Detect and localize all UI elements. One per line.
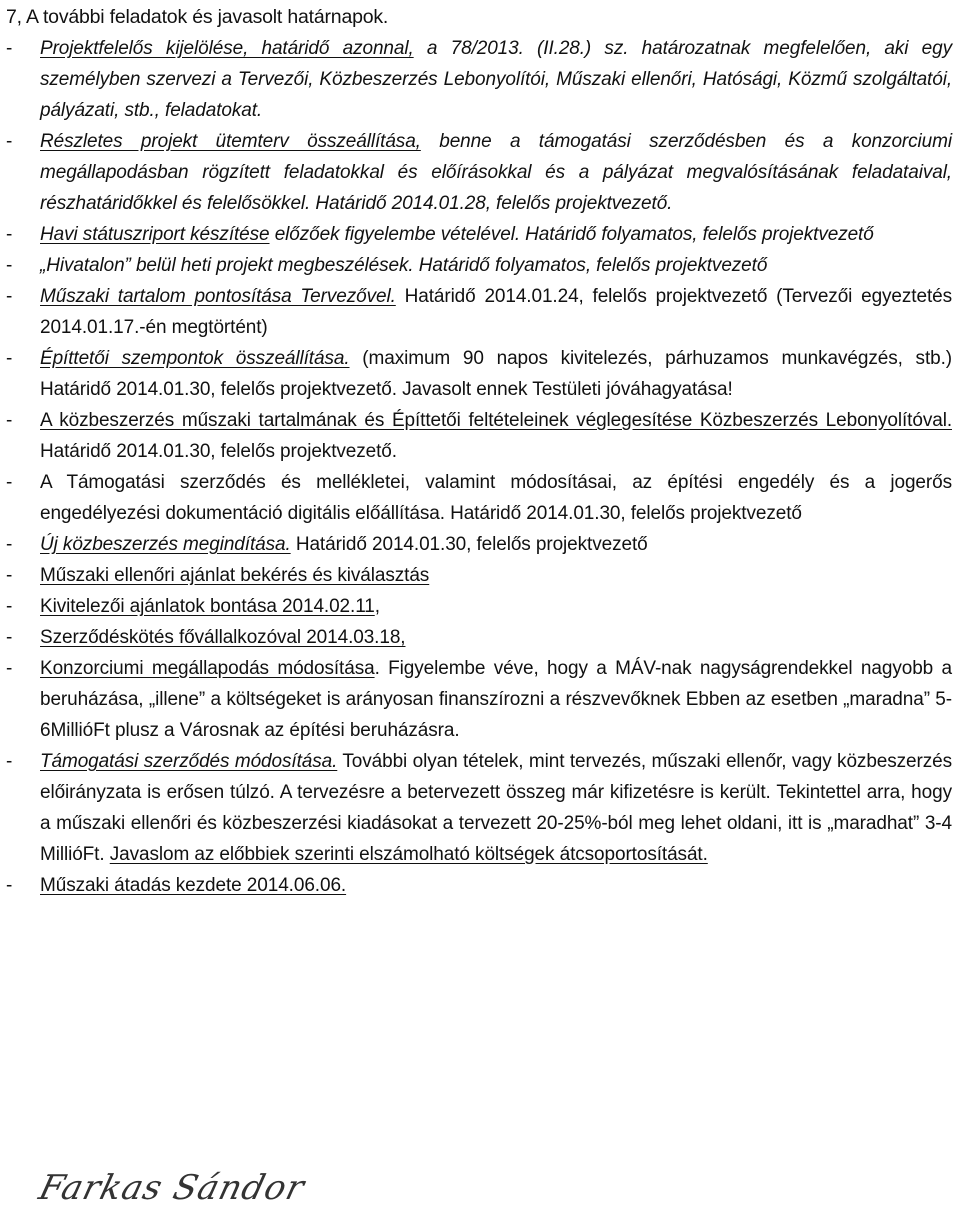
- list-dash: -: [6, 348, 13, 369]
- list-dash: -: [6, 255, 13, 276]
- list-dash: -: [6, 627, 13, 648]
- underlined-text: Támogatási szerződés módosítása.: [40, 751, 338, 772]
- list-dash: -: [6, 751, 13, 772]
- list-item: [6, 126, 952, 219]
- list-item: [6, 591, 952, 622]
- list-item: [6, 622, 952, 653]
- list-item: [6, 33, 952, 126]
- underlined-text: Részletes projekt ütemterv összeállítása,: [40, 131, 421, 152]
- item-text: További olyan tételek, mint tervezés, műszaki ellenőr, vagy közbeszerzés előirányzata is erősen túlzó. A tervezésre a betervezett összeg már kifizetésre is került. Tekintettel arra, hogy a műszaki ellenőri és közbeszerzési kiadásokat a tervezett 20-25%-ból meg lehet oldani, itt is „maradhat” 3-4 MillióFt.: [40, 751, 953, 865]
- item-text: A Támogatási szerződés és mellékletei, valamint módosításai, az építési engedély és a jogerős engedélyezési dokumentáció digitális előállítása. Határidő 2014.01.30, felelős projektvezető: [40, 472, 952, 524]
- list-item: [6, 560, 952, 591]
- item-text: Határidő 2014.01.30, felelős projektvezető: [290, 534, 648, 555]
- underlined-text: Konzorciumi megállapodás módosítása: [40, 658, 375, 679]
- underlined-text: Műszaki ellenőri ajánlat bekérés és kiválasztás: [40, 565, 430, 586]
- underlined-text: Projektfelelős kijelölése, határidő azonnal,: [40, 38, 414, 59]
- list-dash: -: [6, 286, 13, 307]
- list-item: [6, 529, 952, 560]
- underlined-text: Kivitelezői ajánlatok bontása 2014.02.11: [40, 596, 375, 617]
- item-text: előzőek figyelembe vételével. Határidő folyamatos, felelős projektvezető: [269, 224, 874, 245]
- list-item: [6, 343, 952, 405]
- underlined-text: Havi státuszriport készítése: [40, 224, 270, 245]
- list-item: [6, 870, 952, 901]
- underlined-text: Szerződéskötés fővállalkozóval 2014.03.18,: [40, 627, 406, 648]
- list-dash: -: [6, 38, 13, 59]
- list-item: [6, 250, 952, 281]
- underlined-text: Műszaki tartalom pontosítása Tervezővel.: [40, 286, 396, 307]
- item-text: (maximum 90 napos kivitelezés, párhuzamos munkavégzés, stb.) Határidő 2014.01.30, felelős projektvezető. Javasolt ennek Testületi jóváhagyatása!: [40, 348, 953, 400]
- item-text: benne a támogatási szerződésben és a konzorciumi megállapodásban rögzített feladatokkal és előírásokkal és a pályázat megvalósításának feladataival, részhatáridőkkel és felelősökkel. Határidő 2014.01.28, felelős projektvezető.: [40, 131, 952, 214]
- item-text: . Figyelembe véve, hogy a MÁV-nak nagyságrendekkel nagyobb a beruházása, „illene” a költségeket is arányosan finanszírozni a részvevőknek Ebben az esetben „maradna” 5-6MillióFt plusz a Városnak az építési beruházásra.: [40, 658, 952, 741]
- list-dash: -: [6, 410, 13, 431]
- list-item: [6, 653, 952, 746]
- item-text: Határidő 2014.01.24, felelős projektvezető (Tervezői egyeztetés 2014.01.17.-én megtörtént): [40, 286, 952, 338]
- list-dash: -: [6, 875, 13, 896]
- list-dash: -: [6, 224, 13, 245]
- list-dash: -: [6, 534, 13, 555]
- item-text: a 78/2013. (II.28.) sz. határozatnak megfelelően, aki egy személyben szervezi a Tervezői, Közbeszerzés Lebonyolítói, Műszaki ellenőri, Hatósági, Közmű szolgáltatói, pályázati, stb., feladatokat.: [40, 38, 952, 121]
- list-dash: -: [6, 565, 13, 586]
- list-dash: -: [6, 658, 13, 679]
- underlined-text: A közbeszerzés műszaki tartalmának és Építtetői feltételeinek véglegesítése Közbeszerzés Lebonyolítóval.: [40, 410, 952, 431]
- list-item: [6, 467, 952, 529]
- list-dash: -: [6, 596, 13, 617]
- item-text: „Hivatalon” belül heti projekt megbeszélések. Határidő folyamatos, felelős projektvezető: [40, 255, 768, 276]
- item-text: ,: [374, 596, 380, 617]
- list-item: [6, 746, 952, 870]
- list-item: [6, 281, 952, 343]
- list-item: [6, 219, 952, 250]
- item-text: Határidő 2014.01.30, felelős projektvezető.: [40, 441, 397, 462]
- task-list: [6, 33, 952, 901]
- list-dash: -: [6, 472, 13, 493]
- list-dash: -: [6, 131, 13, 152]
- section-heading: 7, A további feladatok és javasolt határnapok.: [6, 6, 389, 28]
- underlined-text: Építtetői szempontok összeállítása.: [40, 348, 350, 369]
- underlined-text: Új közbeszerzés megindítása.: [40, 534, 291, 555]
- underlined-text: Javaslom az előbbiek szerinti elszámolható költségek átcsoportosítását.: [109, 844, 708, 865]
- handwritten-signature: Farkas Sándor: [35, 1168, 309, 1208]
- list-item: [6, 405, 952, 467]
- underlined-text: Műszaki átadás kezdete 2014.06.06.: [40, 875, 347, 896]
